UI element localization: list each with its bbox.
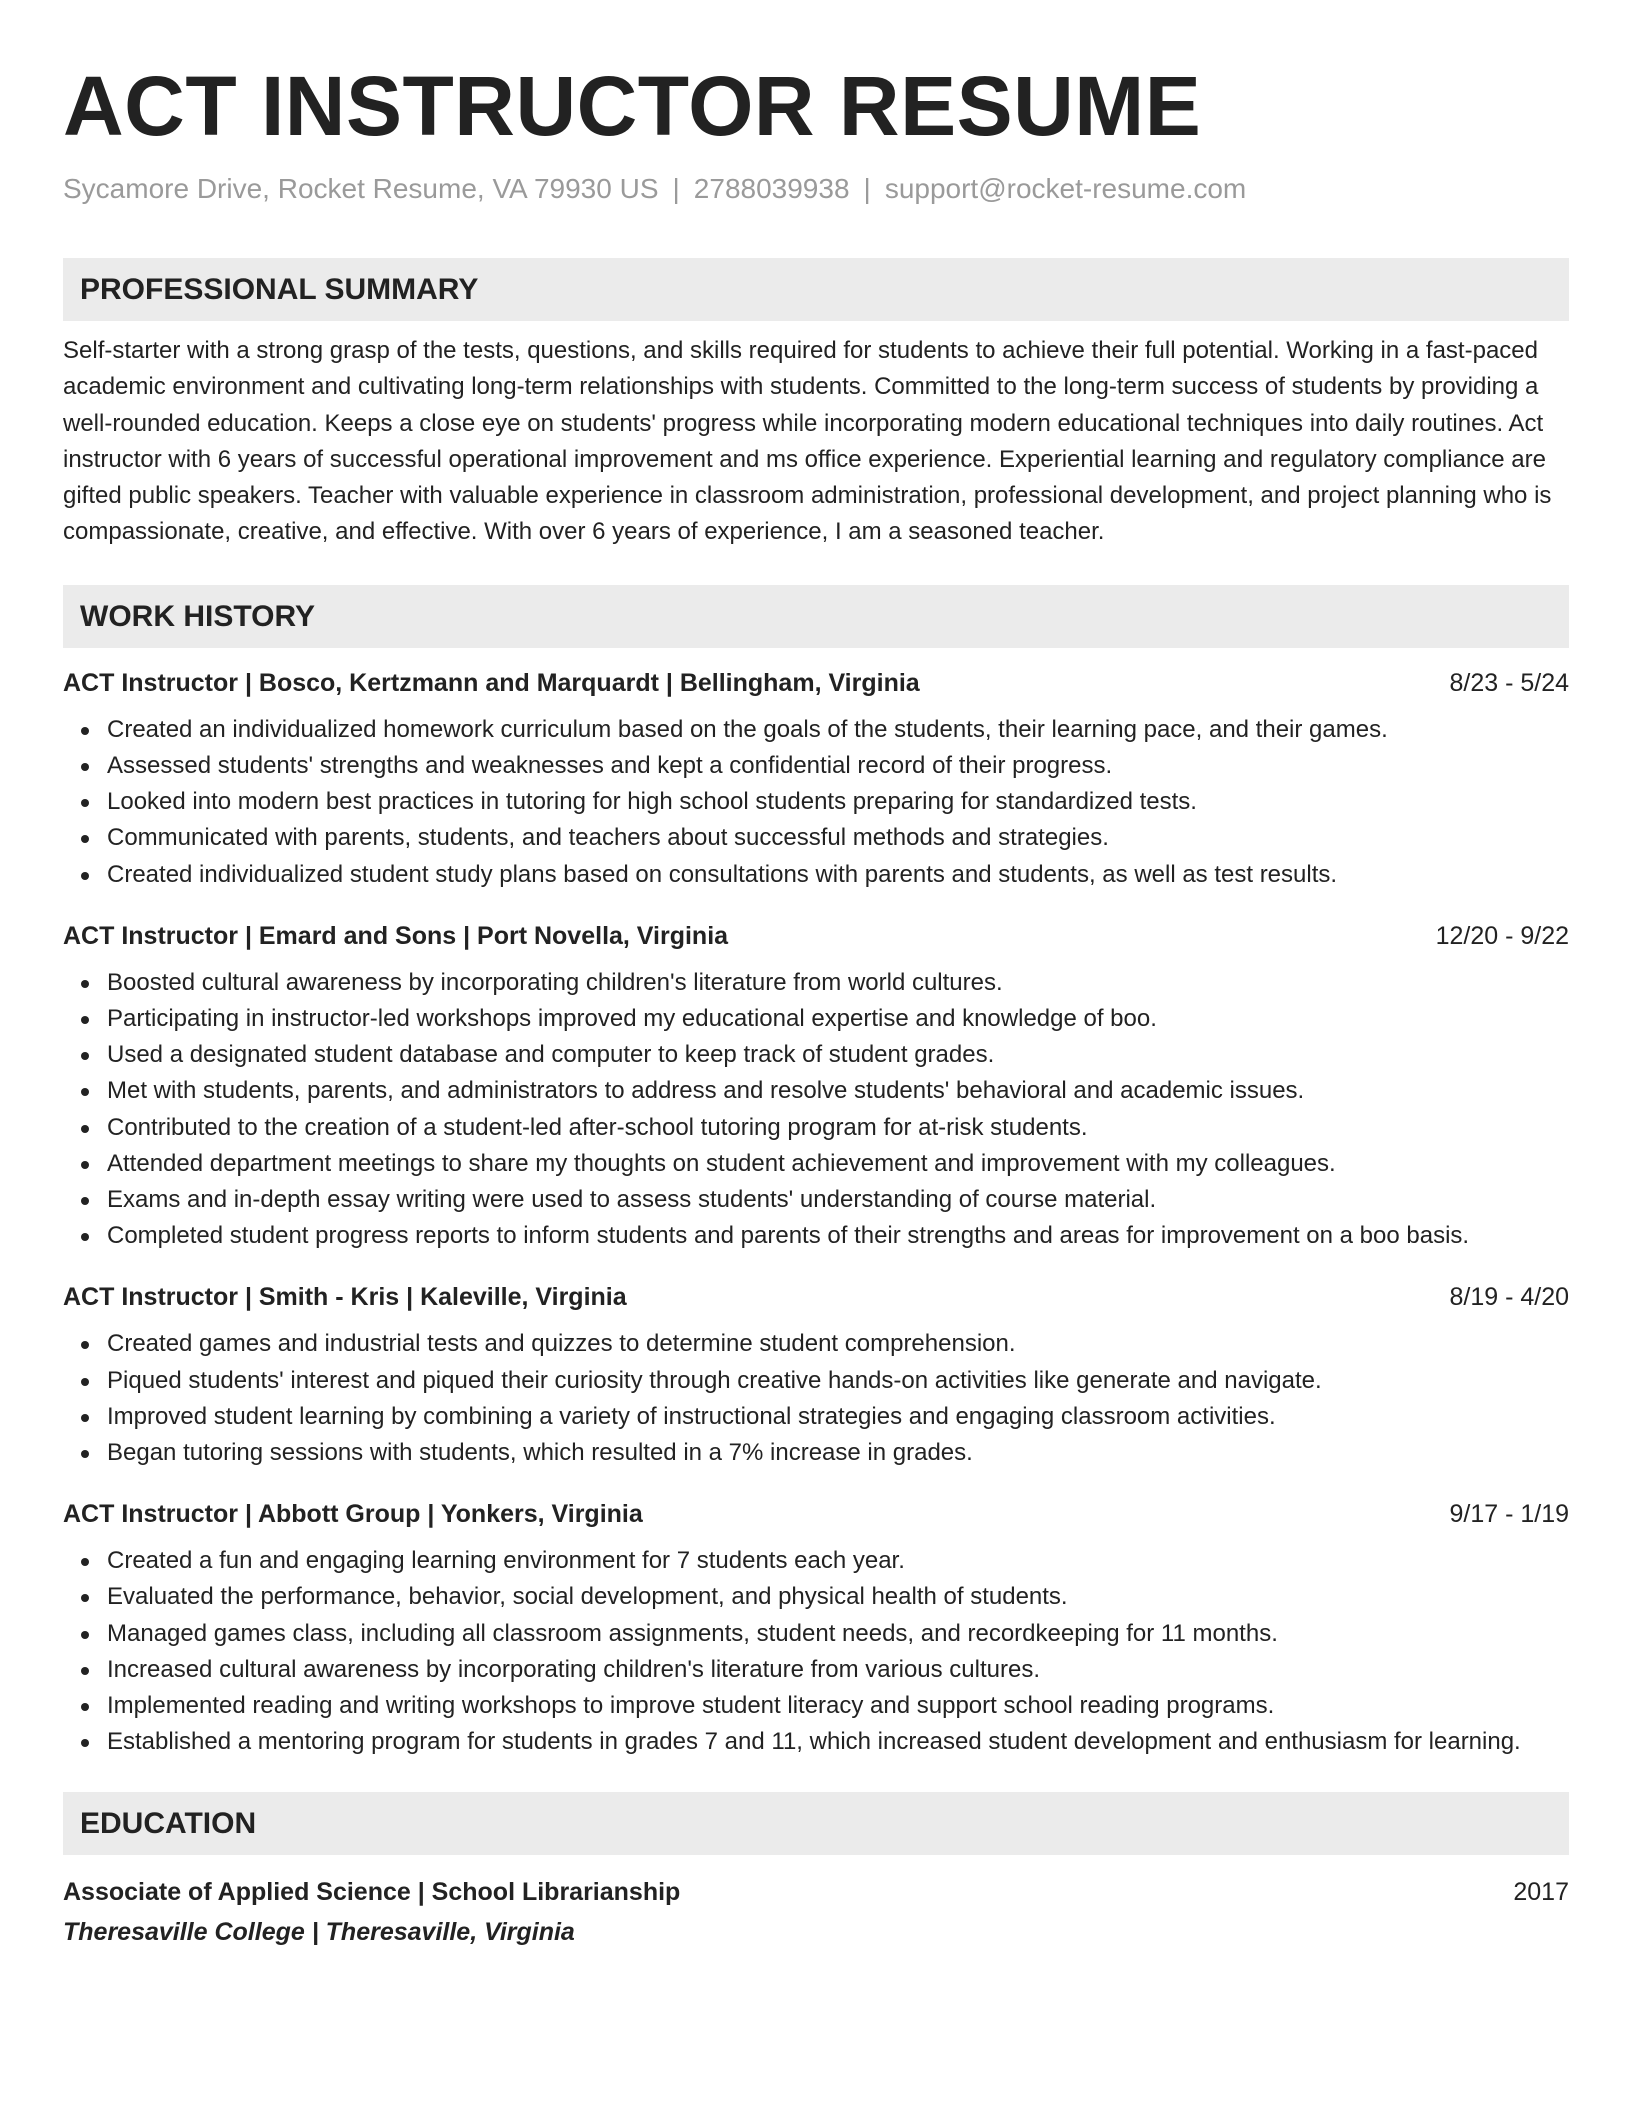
list-item: Created a fun and engaging learning environment for 7 students each year. xyxy=(63,1543,1569,1579)
list-item: Improved student learning by combining a variety of instructional strategies and engaging classroom activities. xyxy=(63,1399,1569,1435)
list-item: Established a mentoring program for students in grades 7 and 11, which increased student development and enthusiasm for learning. xyxy=(63,1724,1569,1760)
list-item: Managed games class, including all classroom assignments, student needs, and recordkeeping for 11 months. xyxy=(63,1616,1569,1652)
contact-address: Sycamore Drive, Rocket Resume, VA 79930 US xyxy=(63,173,659,204)
job-title: ACT Instructor | Emard and Sons | Port Novella, Virginia xyxy=(63,921,729,950)
page-title: ACT INSTRUCTOR RESUME xyxy=(63,59,1202,153)
list-item: Implemented reading and writing workshops to improve student literacy and support school reading programs. xyxy=(63,1688,1569,1724)
job-bullets xyxy=(63,1543,1569,1760)
list-item: Evaluated the performance, behavior, social development, and physical health of students. xyxy=(63,1579,1569,1615)
list-item: Increased cultural awareness by incorporating children's literature from various cultures. xyxy=(63,1652,1569,1688)
contact-phone: 2788039938 xyxy=(693,173,850,204)
job-title: ACT Instructor | Abbott Group | Yonkers, Virginia xyxy=(63,1500,643,1529)
job-header xyxy=(63,666,1569,700)
list-item: Piqued students' interest and piqued their curiosity through creative hands-on activities like generate and navigate. xyxy=(63,1363,1569,1399)
job-entry xyxy=(63,919,1569,1255)
job-entry xyxy=(63,1497,1569,1760)
list-item: Contributed to the creation of a student-led after-school tutoring program for at-risk students. xyxy=(63,1110,1569,1146)
contact-email: support@rocket-resume.com xyxy=(884,173,1247,204)
education-heading: EDUCATION xyxy=(63,1792,1569,1855)
education-entry xyxy=(63,1875,1569,1949)
list-item: Created individualized student study plans based on consultations with parents and students, as well as test results. xyxy=(63,857,1569,893)
list-item: Looked into modern best practices in tutoring for high school students preparing for standardized tests. xyxy=(63,784,1569,820)
job-dates: 8/23 - 5/24 xyxy=(1449,668,1569,697)
summary-text: Self-starter with a strong grasp of the tests, questions, and skills required for students to achieve their full potential. Working in a fast-paced academic environment and cultivating long-term relationships with students. Committed to the long-term success of students by providing a well-rounded education. Keeps a close eye on students' progress while incorporating modern educational techniques into daily routines. Act instructor with 6 years of successful operational improvement and ms office experience. Experiential learning and regulatory compliance are gifted public speakers. Teacher with valuable experience in classroom administration, professional development, and project planning who is compassionate, creative, and effective. With over 6 years of experience, I am a seasoned teacher. xyxy=(63,337,1552,546)
education-degree: Associate of Applied Science | School Librarianship xyxy=(63,1878,681,1907)
list-item: Met with students, parents, and administrators to address and resolve students' behavioral and academic issues. xyxy=(63,1073,1569,1109)
work-history-heading: WORK HISTORY xyxy=(63,585,1569,648)
contact-line xyxy=(63,172,1569,206)
job-entry xyxy=(63,666,1569,893)
job-header xyxy=(63,919,1569,953)
education-header xyxy=(63,1875,1569,1909)
education-year: 2017 xyxy=(1513,1878,1569,1907)
job-bullets xyxy=(63,1326,1569,1471)
job-entry xyxy=(63,1280,1569,1471)
list-item: Created games and industrial tests and quizzes to determine student comprehension. xyxy=(63,1326,1569,1362)
job-header xyxy=(63,1280,1569,1314)
education-school: Theresaville College | Theresaville, Virginia xyxy=(63,1918,575,1947)
list-item: Began tutoring sessions with students, which resulted in a 7% increase in grades. xyxy=(63,1435,1569,1471)
job-title: ACT Instructor | Bosco, Kertzmann and Marquardt | Bellingham, Virginia xyxy=(63,668,920,697)
job-header xyxy=(63,1497,1569,1531)
contact-separator: | xyxy=(863,173,871,204)
job-dates: 9/17 - 1/19 xyxy=(1449,1500,1569,1529)
list-item: Exams and in-depth essay writing were used to assess students' understanding of course material. xyxy=(63,1182,1569,1218)
job-bullets xyxy=(63,965,1569,1255)
list-item: Completed student progress reports to inform students and parents of their strengths and areas for improvement on a boo basis. xyxy=(63,1218,1569,1254)
job-bullets xyxy=(63,712,1569,893)
list-item: Created an individualized homework curriculum based on the goals of the students, their learning pace, and their games. xyxy=(63,712,1569,748)
job-dates: 12/20 - 9/22 xyxy=(1435,921,1569,950)
job-title: ACT Instructor | Smith - Kris | Kaleville, Virginia xyxy=(63,1283,627,1312)
job-dates: 8/19 - 4/20 xyxy=(1449,1283,1569,1312)
list-item: Attended department meetings to share my thoughts on student achievement and improvement with my colleagues. xyxy=(63,1146,1569,1182)
list-item: Participating in instructor-led workshops improved my educational expertise and knowledge of boo. xyxy=(63,1001,1569,1037)
list-item: Assessed students' strengths and weaknesses and kept a confidential record of their progress. xyxy=(63,748,1569,784)
list-item: Used a designated student database and computer to keep track of student grades. xyxy=(63,1037,1569,1073)
list-item: Boosted cultural awareness by incorporating children's literature from world cultures. xyxy=(63,965,1569,1001)
list-item: Communicated with parents, students, and teachers about successful methods and strategies. xyxy=(63,820,1569,856)
contact-separator: | xyxy=(672,173,680,204)
summary-heading: PROFESSIONAL SUMMARY xyxy=(63,258,1569,321)
